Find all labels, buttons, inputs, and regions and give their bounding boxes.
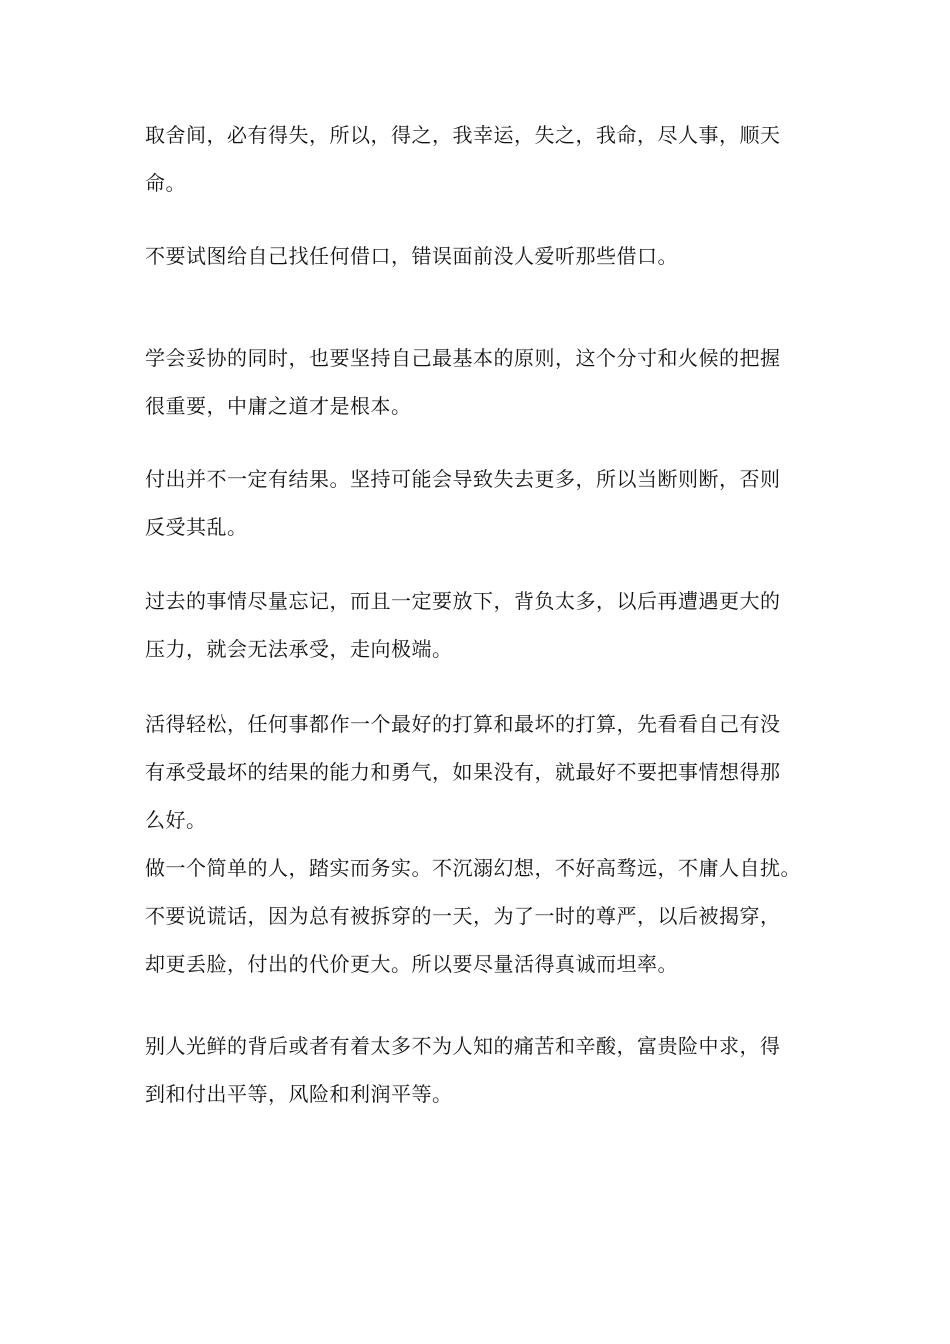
text-line: 活得轻松，任何事都作一个最好的打算和最坏的打算，先看看自己有没 [145,712,781,736]
text-line: 不要试图给自己找任何借口，错误面前没人爱听那些借口。 [145,244,678,268]
paragraph-forget-past [145,577,815,673]
text-line: 付出并不一定有结果。坚持可能会导致失去更多，所以当断则断，否则 [145,467,781,491]
paragraph-no-excuses [145,232,815,280]
text-line: 不要说谎话，因为总有被拆穿的一天，为了一时的尊严，以后被揭穿， [145,904,781,928]
text-line: 命。 [145,171,186,195]
paragraph-live-easy [145,700,815,988]
text-line: 学会妥协的同时，也要坚持自己最基本的原则，这个分寸和火候的把握 [145,346,781,370]
text-line: 别人光鲜的背后或者有着太多不为人知的痛苦和辛酸，富贵险中求，得 [145,1034,781,1058]
paragraph-effort-result [145,455,815,551]
text-line: 做一个简单的人，踏实而务实。不沉溺幻想，不好高骛远，不庸人自扰。 [145,856,801,880]
paragraph-hidden-hardship [145,1022,815,1118]
paragraph-compromise-principle [145,334,815,430]
text-line: 有承受最坏的结果的能力和勇气，如果没有，就最好不要把事情想得那 [145,760,781,784]
text-line: 却更丢脸，付出的代价更大。所以要尽量活得真诚而坦率。 [145,952,678,976]
text-line: 反受其乱。 [145,515,248,539]
text-line: 么好。 [145,808,207,832]
paragraph-choice-gain-loss [145,111,815,207]
text-line: 压力，就会无法承受，走向极端。 [145,637,453,661]
text-line: 过去的事情尽量忘记，而且一定要放下，背负太多，以后再遭遇更大的 [145,589,781,613]
text-line: 到和付出平等，风险和利润平等。 [145,1082,453,1106]
text-line: 很重要，中庸之道才是根本。 [145,394,412,418]
text-line: 取舍间，必有得失，所以，得之，我幸运，失之，我命，尽人事，顺天 [145,123,781,147]
